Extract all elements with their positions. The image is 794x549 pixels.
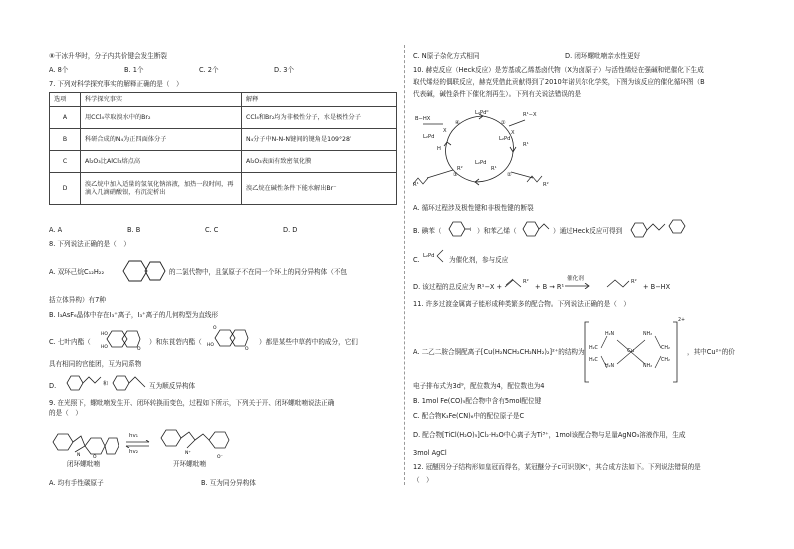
q8-option-d-pre[interactable]: D. <box>49 382 57 390</box>
closed-spiropyran-structure <box>49 420 119 462</box>
q6-option-a[interactable]: A. 8个 <box>49 66 69 74</box>
q9-stem-line2: 的是（ ） <box>49 409 82 417</box>
q7-options <box>49 226 361 234</box>
cycle-label: R² <box>543 182 549 188</box>
q10-option-d-end: + B−HX <box>643 283 671 291</box>
table-row <box>50 173 397 205</box>
cycle-label: R¹ <box>491 166 497 172</box>
svg-text:N⁺: N⁺ <box>185 451 191 456</box>
cycle-label: R¹ <box>413 182 419 188</box>
q11-option-b[interactable]: B. 1mol Fe(CO)₅配合物中含有5mol配位键 <box>413 397 542 405</box>
complex-label: CH₂ <box>661 358 670 363</box>
stilbene-structure <box>629 218 691 238</box>
q11-option-c[interactable]: C. 配合物K₃Fe(CN)₆中的配位原子是C <box>413 412 525 420</box>
q10-option-c-pd: L₂Pd <box>423 253 435 259</box>
reaction-arrow <box>561 283 591 289</box>
q10-option-a[interactable]: A. 循环过程涉及极性键和非极性键的断裂 <box>413 204 534 212</box>
svg-text:HO: HO <box>101 345 108 350</box>
esculetin-structure <box>101 326 147 352</box>
q10-stem-line2: 取代烯烃的偶联反应，赫克凭借此贡献得到了2010年诺贝尔化学奖，下图为该反应的催化循环图（B <box>413 78 705 86</box>
cycle-label: L₂Pd <box>423 134 435 140</box>
complex-label: NH₂ <box>643 332 653 337</box>
table-cell: 溴乙烷中加入适量的氢氧化钠溶液，加热一段时间，再滴入几滴硝酸银，有沉淀析出 <box>81 173 242 205</box>
q10-option-d-r2-b: R² <box>631 279 637 285</box>
cycle-step-marker: ④ <box>455 120 460 126</box>
alkene-isomer-structures <box>63 372 147 392</box>
q7-option-d[interactable]: D. D <box>283 226 298 234</box>
q9-option-c[interactable]: C. N原子杂化方式相同 <box>413 52 480 60</box>
q7-table <box>49 92 397 205</box>
q8-option-c-post: ）都是某些中草药中的成分，它们 <box>259 338 358 346</box>
cycle-label: H <box>437 146 441 152</box>
q9-option-a[interactable]: A. 均有手性碳原子 <box>49 479 104 487</box>
table-cell: 用CCl₄萃取溴水中的Br₂ <box>81 107 242 129</box>
q8-stem: 8. 下列说法正确的是（ ） <box>49 240 130 248</box>
cycle-label: X <box>511 130 515 136</box>
q8-option-a-post: 的二氯代物中，且氯原子不在同一个环上的同分异构体（不包 <box>169 268 348 276</box>
q6-options <box>49 66 349 74</box>
q10-option-b-post: ）通过Heck反应可得到 <box>553 227 623 235</box>
table-cell: B <box>50 129 81 151</box>
q7-option-a[interactable]: A. A <box>49 226 63 234</box>
cycle-step-marker: ① <box>501 120 506 126</box>
cycle-label: R¹−X <box>523 112 537 118</box>
svg-text:O: O <box>137 347 141 352</box>
product-alkene-structure <box>605 274 633 292</box>
q9-stem-line1: 9. 在光照下，螺吡喃发生开、闭环转换而变色，过程如下所示，下列关于开、闭环螺吡喃说法正确 <box>49 399 335 407</box>
q8-option-a-line2: 括立体异构）有7种 <box>49 296 106 304</box>
q10-option-d-r2-a: R² <box>523 279 529 285</box>
q7-option-c[interactable]: C. C <box>205 226 219 234</box>
equilibrium-arrow <box>125 440 151 448</box>
table-cell: CCl₄和Br₂均为非极性分子，水是极性分子 <box>242 107 397 129</box>
cycle-label: R² <box>457 166 463 172</box>
q11-option-a-line2: 电子排布式为3d⁹，配位数为4，配位数也为4 <box>413 382 545 390</box>
column-divider <box>404 45 405 485</box>
complex-label-cu: Cu <box>627 348 635 354</box>
q10-option-b-pre[interactable]: B. 碘苯（ <box>413 227 442 235</box>
cycle-step-marker: ② <box>507 172 512 178</box>
table-cell: 溴乙烷在碱性条件下能水解出Br⁻ <box>242 173 397 205</box>
cycle-label: L₂Pd <box>499 136 511 142</box>
arrow-hv2: hv₂ <box>129 449 138 455</box>
q9-option-d[interactable]: D. 闭环螺吡喃亲水性更好 <box>565 52 641 60</box>
open-spiropyran-label: 开环螺吡喃 <box>173 460 206 468</box>
q11-option-d-line2: 3mol AgCl <box>413 449 447 457</box>
q9-option-b[interactable]: B. 互为同分异构体 <box>201 479 256 487</box>
complex-label: CH₂ <box>661 346 670 351</box>
table-cell: Al₂O₃比AlCl₃熔点高 <box>81 151 242 173</box>
table-cell: C <box>50 151 81 173</box>
svg-text:O: O <box>245 347 249 352</box>
q10-option-c-pre[interactable]: C. <box>413 256 420 264</box>
table-cell: N₄分子中N-N-N键间的键角是109°28′ <box>242 129 397 151</box>
q6-option-d[interactable]: D. 3个 <box>274 66 295 74</box>
q12-stem-line2: （ ） <box>413 476 433 484</box>
cycle-label: R¹ <box>523 142 529 148</box>
q8-option-c-line2: 具有相同的官能团，互为同系物 <box>49 360 142 368</box>
q8-option-c-mid: ）和东莨菪内酯（ <box>149 338 202 346</box>
q11-option-a-post: ，其中Cu²⁺的价 <box>687 348 735 356</box>
complex-label: H₂C <box>589 358 598 363</box>
q10-option-d-pre[interactable]: D. 该过程的总反应为 R¹−X + <box>413 283 503 291</box>
complex-label: NH₂ <box>643 364 653 369</box>
table-header: 解释 <box>242 93 397 107</box>
q6-item8: ⑧干冰升华时，分子内共价键会发生断裂 <box>49 52 168 60</box>
q10-option-c-post: 为催化剂，参与反应 <box>449 256 509 264</box>
q8-option-a-pre[interactable]: A. 双环己烷C₁₂H₂₂ <box>49 268 105 276</box>
table-header: 选项 <box>50 93 81 107</box>
table-header-row <box>50 93 397 107</box>
cycle-label: X <box>443 128 447 134</box>
svg-text:和: 和 <box>103 381 109 387</box>
table-cell: A <box>50 107 81 129</box>
table-cell: 科研合成的N₄为正四面体分子 <box>81 129 242 151</box>
cycle-label: L₂Pd <box>475 160 487 166</box>
table-row <box>50 151 397 173</box>
arrow-hv1: hv₁ <box>129 433 138 439</box>
q10-stem-line3: 代表碱，碱性条件下催化剂再生）。下列有关说法错误的是 <box>413 90 582 98</box>
table-row <box>50 107 397 129</box>
complex-label: H₂C <box>589 346 598 351</box>
open-spiropyran-structure <box>157 420 241 462</box>
q10-stem-line1: 10. 赫克反应（Heck反应）是芳基或乙烯基卤代物（X为卤原子）与活性烯烃在强碱和钯催化下生成 <box>413 66 704 74</box>
cycle-label: L₂Pd⁰ <box>475 110 489 116</box>
scopoletin-structure <box>207 324 257 352</box>
q8-option-d-post: 互为顺反异构体 <box>149 382 196 390</box>
q8-option-c-pre[interactable]: C. 七叶内酯（ <box>49 338 91 346</box>
complex-label: H₂N <box>605 364 615 369</box>
q7-option-b[interactable]: B. B <box>127 226 141 234</box>
q10-option-b-mid: ）和苯乙烯（ <box>477 227 517 235</box>
svg-text:HO: HO <box>101 332 108 337</box>
catalytic-cycle-diagram <box>413 102 563 194</box>
q6-option-b[interactable]: B. 1个 <box>124 66 144 74</box>
styrene-structure <box>521 220 551 238</box>
q7-stem: 7. 下列对科学探究事实的解释正确的是（ ） <box>49 80 183 88</box>
q11-option-a-pre[interactable]: A. 二乙二胺合铜配离子[Cu(H₂NCH₂CH₂NH₂)₂]²⁺的结构为 <box>413 348 585 356</box>
cycle-step-marker: ③ <box>453 172 458 178</box>
q11-stem: 11. 许多过渡金属离子能形成种类繁多的配合物。下列说法正确的是（ ） <box>413 300 630 308</box>
complex-label: H₂N <box>605 332 615 337</box>
q11-option-d-line1[interactable]: D. 配合物[TiCl(H₂O)₅]Cl₂·H₂O中心离子为Ti³⁺，1mol该配合物与足量AgNO₃溶液作用，生成 <box>413 431 686 439</box>
svg-text:HO: HO <box>207 343 214 348</box>
q8-option-b[interactable]: B. I₃AsF₆晶体中存在I₃⁺离子，I₃⁺离子的几何构型为直线形 <box>49 311 219 319</box>
table-row <box>50 129 397 151</box>
complex-charge: 2+ <box>678 318 686 323</box>
table-cell: D <box>50 173 81 205</box>
svg-text:O⁻: O⁻ <box>217 455 223 460</box>
table-cell: Al₂O₃表面有致密氧化膜 <box>242 151 397 173</box>
cycle-label: B−HX <box>415 116 431 122</box>
iodobenzene-structure <box>447 220 475 238</box>
table-header: 科学探究事实 <box>81 93 242 107</box>
closed-spiropyran-label: 闭环螺吡喃 <box>67 460 100 468</box>
svg-text:O: O <box>213 326 217 331</box>
svg-text:O: O <box>93 455 97 460</box>
q10-option-d-catalyst: 催化剂 <box>567 276 584 282</box>
copper-complex-structure <box>583 318 686 386</box>
svg-text:I: I <box>470 228 472 233</box>
q6-option-c[interactable]: C. 2个 <box>199 66 219 74</box>
q10-option-d-post: + B → R¹ <box>535 283 565 291</box>
svg-text:N: N <box>77 453 81 458</box>
q12-stem-line1: 12. 冠醚因分子结构形如皇冠而得名，某冠醚分子c可识别K⁺，其合成方法如下。下列说法错误的是 <box>413 463 701 471</box>
bicyclohexyl-structure <box>117 254 167 288</box>
